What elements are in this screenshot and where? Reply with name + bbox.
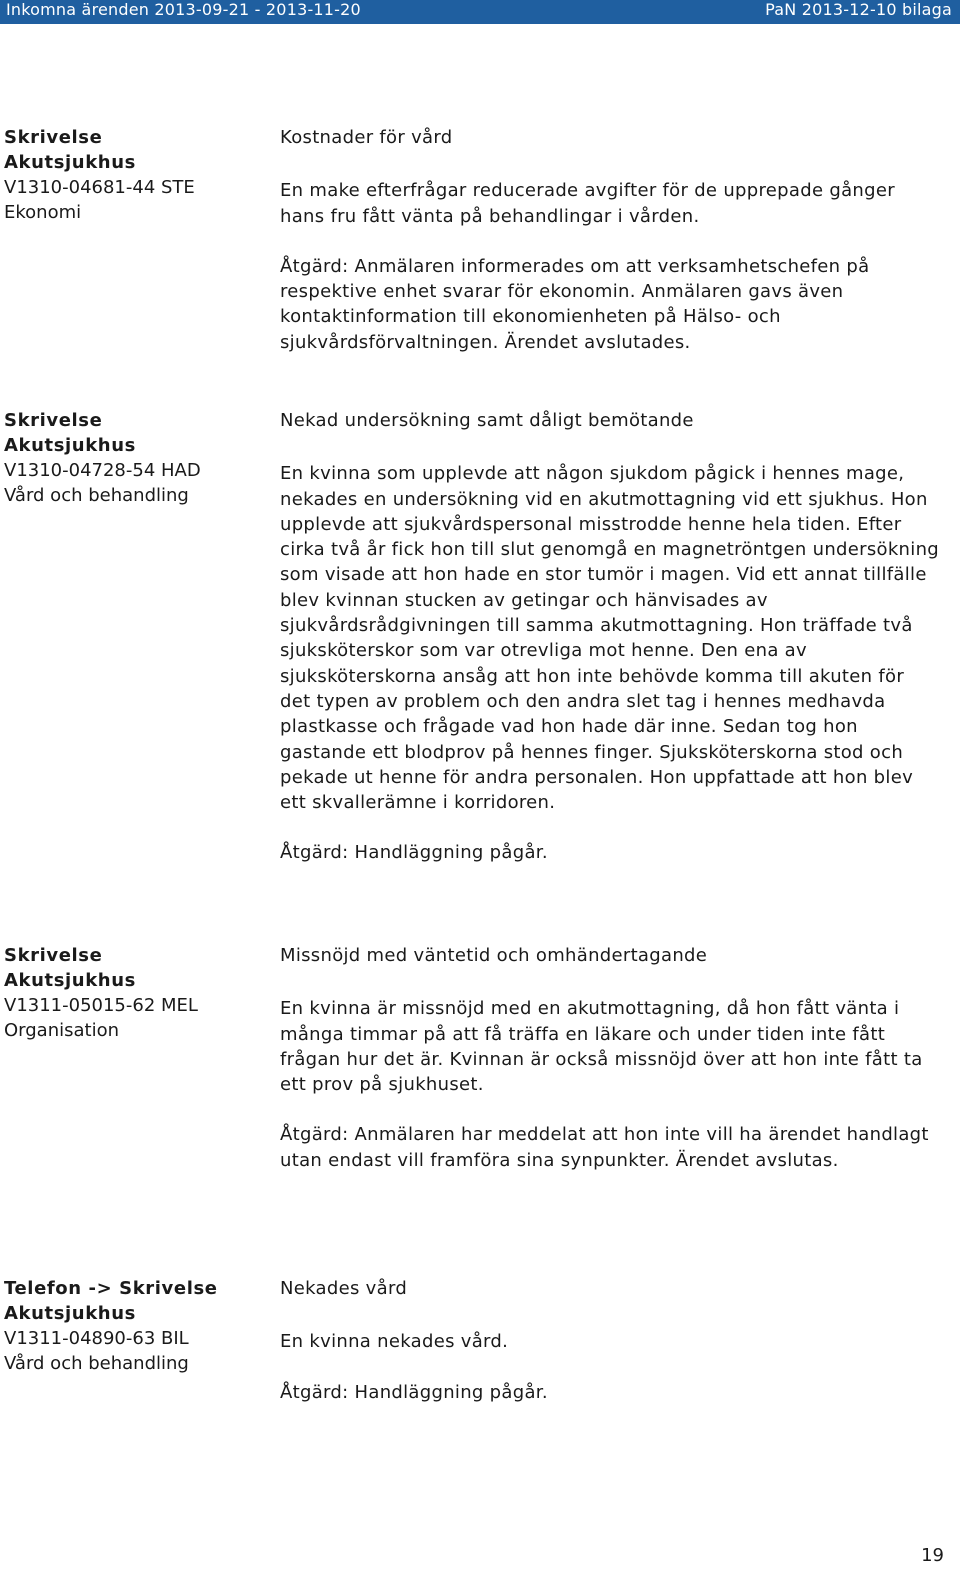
page-header — [0, 0, 960, 24]
case-content — [280, 408, 940, 866]
case-reference: V1311-04890-63 BIL — [4, 1328, 189, 1349]
case-type: Telefon -> Skrivelse — [4, 1278, 218, 1299]
case-meta — [4, 943, 264, 1043]
case-category: Organisation — [4, 1020, 120, 1041]
case-title: Kostnader för vård — [280, 127, 453, 148]
case-unit: Akutsjukhus — [4, 435, 136, 456]
case-description: En kvinna nekades vård. — [280, 1331, 509, 1353]
case-category: Vård och behandling — [4, 485, 189, 506]
case-action: Åtgärd: Anmälaren informerades om att verksamhetschefen på respektive enhet svarar för ekonomin. Anmälaren gavs även kontaktinformation till ekonomienheten på Hälso- och sjukvårdsförvaltningen. Ärendet avslutades. — [280, 255, 870, 353]
case-type: Skrivelse — [4, 945, 103, 966]
case-meta — [4, 1276, 264, 1376]
case-description: En make efterfrågar reducerade avgifter för de upprepade gånger hans fru fått vänta på behandlingar i vården. — [280, 180, 895, 227]
case-content — [280, 1276, 940, 1405]
case-action: Åtgärd: Anmälaren har meddelat att hon inte vill ha ärendet handlagt utan endast vill framföra sina synpunkter. Ärendet avslutas. — [280, 1124, 929, 1171]
case-reference: V1310-04728-54 HAD — [4, 460, 201, 481]
case-reference: V1310-04681-44 STE — [4, 177, 195, 198]
case-action: Åtgärd: Handläggning pågår. — [280, 1381, 548, 1403]
case-title: Nekad undersökning samt dåligt bemötande — [280, 410, 694, 431]
header-title: Inkomna ärenden 2013-09-21 - 2013-11-20 — [6, 0, 361, 19]
case-content — [280, 943, 940, 1173]
case-unit: Akutsjukhus — [4, 152, 136, 173]
case-category: Ekonomi — [4, 202, 82, 223]
case-title: Missnöjd med väntetid och omhändertagande — [280, 945, 708, 966]
case-reference: V1311-05015-62 MEL — [4, 995, 198, 1016]
case-action: Åtgärd: Handläggning pågår. — [280, 842, 548, 864]
page-number: 19 — [921, 1545, 944, 1566]
case-type: Skrivelse — [4, 127, 103, 148]
case-meta — [4, 125, 264, 225]
case-title: Nekades vård — [280, 1278, 408, 1299]
case-description: En kvinna är missnöjd med en akutmottagning, då hon fått vänta i många timmar på att få träffa en läkare och under tiden inte fått frågan hur det är. Kvinnan är också missnöjd över att hon inte fått ta ett prov på sjukhuset. — [280, 998, 923, 1096]
case-content — [280, 125, 940, 355]
case-unit: Akutsjukhus — [4, 970, 136, 991]
case-description: En kvinna som upplevde att någon sjukdom pågick i hennes mage, nekades en undersökning vid en akutmottagning vid ett sjukhus. Hon upplevde att sjukvårdspersonal misstrodde henne hela tiden. Efter cirka två år fick hon till slut genomgå en magnetröntgen undersökning som visade att hon hade en stor tumör i magen. Vid ett annat tillfälle blev kvinnan stucken av getingar och hänvisades av sjukvårdsrådgivningen till samma akutmottagning. Hon träffade två sjuksköterskor som var otrevliga mot henne. Den ena av sjuksköterskorna ansåg att hon inte behövde komma till akuten för det typen av problem och den andra slet tag i hennes medhavda plastkasse och frågade vad hon hade där inne. Sedan tog hon gastande ett blodprov på hennes finger. Sjuksköterskorna stod och pekade ut henne för andra personalen. Hon uppfattade att hon blev ett skvallerämne i korridoren. — [280, 463, 940, 814]
case-unit: Akutsjukhus — [4, 1303, 136, 1324]
header-meeting-ref: PaN 2013-12-10 bilaga — [765, 0, 952, 19]
case-type: Skrivelse — [4, 410, 103, 431]
case-category: Vård och behandling — [4, 1353, 189, 1374]
case-meta — [4, 408, 264, 508]
